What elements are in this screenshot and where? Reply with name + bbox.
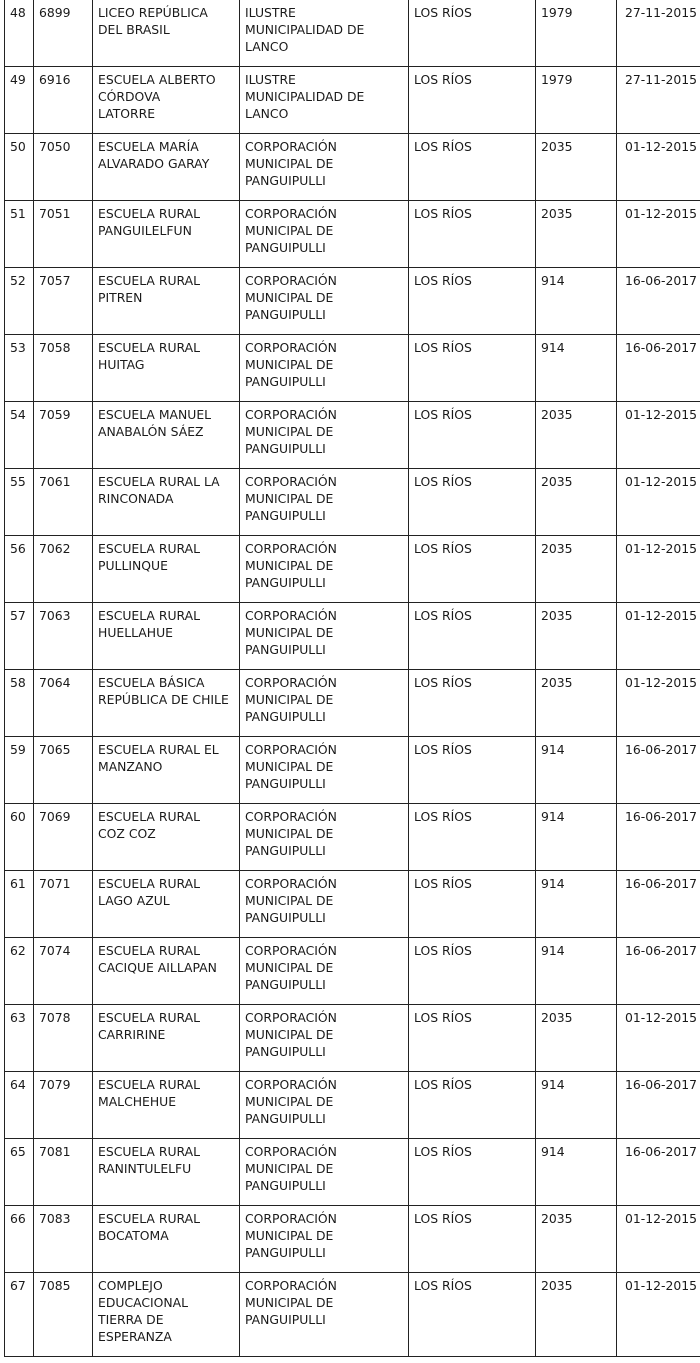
school-name-cell: ESCUELA RURAL PANGUILELFUN xyxy=(93,201,240,268)
school-name-cell: ESCUELA RURAL LA RINCONADA xyxy=(93,469,240,536)
sostenedor-cell: CORPORACIÓN MUNICIPAL DE PANGUIPULLI xyxy=(240,603,409,670)
resolution-number-cell: 2035 xyxy=(536,1005,617,1072)
resolution-number-cell: 914 xyxy=(536,268,617,335)
rbd-cell: 7069 xyxy=(34,804,93,871)
region-cell: LOS RÍOS xyxy=(409,402,536,469)
sostenedor-cell: CORPORACIÓN MUNICIPAL DE PANGUIPULLI xyxy=(240,1273,409,1357)
region-cell: LOS RÍOS xyxy=(409,1273,536,1357)
row-number-cell: 50 xyxy=(5,134,34,201)
date-cell: 01-12-2015 xyxy=(617,603,700,670)
school-name-cell: ESCUELA RURAL LAGO AZUL xyxy=(93,871,240,938)
table-row xyxy=(5,871,700,938)
table-row xyxy=(5,938,700,1005)
sostenedor-cell: CORPORACIÓN MUNICIPAL DE PANGUIPULLI xyxy=(240,804,409,871)
region-cell: LOS RÍOS xyxy=(409,737,536,804)
date-cell: 16-06-2017 xyxy=(617,871,700,938)
table-row xyxy=(5,201,700,268)
sostenedor-cell: CORPORACIÓN MUNICIPAL DE PANGUIPULLI xyxy=(240,670,409,737)
region-cell: LOS RÍOS xyxy=(409,871,536,938)
resolution-number-cell: 2035 xyxy=(536,603,617,670)
row-number-cell: 61 xyxy=(5,871,34,938)
resolution-number-cell: 1979 xyxy=(536,0,617,67)
table-row xyxy=(5,1072,700,1139)
table-row xyxy=(5,1005,700,1072)
school-name-cell: ESCUELA MANUEL ANABALÓN SÁEZ xyxy=(93,402,240,469)
region-cell: LOS RÍOS xyxy=(409,938,536,1005)
rbd-cell: 7063 xyxy=(34,603,93,670)
sostenedor-cell: CORPORACIÓN MUNICIPAL DE PANGUIPULLI xyxy=(240,201,409,268)
row-number-cell: 51 xyxy=(5,201,34,268)
resolution-number-cell: 1979 xyxy=(536,67,617,134)
row-number-cell: 60 xyxy=(5,804,34,871)
table-row xyxy=(5,1273,700,1357)
resolution-number-cell: 2035 xyxy=(536,1273,617,1357)
date-cell: 01-12-2015 xyxy=(617,536,700,603)
sostenedor-cell: CORPORACIÓN MUNICIPAL DE PANGUIPULLI xyxy=(240,1005,409,1072)
sostenedor-cell: CORPORACIÓN MUNICIPAL DE PANGUIPULLI xyxy=(240,335,409,402)
rbd-cell: 7050 xyxy=(34,134,93,201)
resolution-number-cell: 2035 xyxy=(536,134,617,201)
region-cell: LOS RÍOS xyxy=(409,0,536,67)
resolution-number-cell: 2035 xyxy=(536,469,617,536)
rbd-cell: 7081 xyxy=(34,1139,93,1206)
rbd-cell: 7085 xyxy=(34,1273,93,1357)
school-name-cell: ESCUELA RURAL BOCATOMA xyxy=(93,1206,240,1273)
rbd-cell: 7061 xyxy=(34,469,93,536)
row-number-cell: 65 xyxy=(5,1139,34,1206)
table-row xyxy=(5,134,700,201)
rbd-cell: 7074 xyxy=(34,938,93,1005)
resolution-number-cell: 2035 xyxy=(536,670,617,737)
school-name-cell: ESCUELA RURAL HUELLAHUE xyxy=(93,603,240,670)
region-cell: LOS RÍOS xyxy=(409,134,536,201)
row-number-cell: 62 xyxy=(5,938,34,1005)
sostenedor-cell: CORPORACIÓN MUNICIPAL DE PANGUIPULLI xyxy=(240,737,409,804)
date-cell: 16-06-2017 xyxy=(617,1139,700,1206)
table-row xyxy=(5,536,700,603)
sostenedor-cell: ILUSTRE MUNICIPALIDAD DE LANCO xyxy=(240,67,409,134)
row-number-cell: 49 xyxy=(5,67,34,134)
table-row xyxy=(5,603,700,670)
region-cell: LOS RÍOS xyxy=(409,670,536,737)
table-row xyxy=(5,670,700,737)
region-cell: LOS RÍOS xyxy=(409,1072,536,1139)
row-number-cell: 55 xyxy=(5,469,34,536)
row-number-cell: 64 xyxy=(5,1072,34,1139)
region-cell: LOS RÍOS xyxy=(409,1005,536,1072)
date-cell: 16-06-2017 xyxy=(617,737,700,804)
date-cell: 01-12-2015 xyxy=(617,469,700,536)
date-cell: 16-06-2017 xyxy=(617,335,700,402)
school-name-cell: ESCUELA ALBERTO CÓRDOVA LATORRE xyxy=(93,67,240,134)
resolution-number-cell: 2035 xyxy=(536,536,617,603)
resolution-number-cell: 914 xyxy=(536,737,617,804)
row-number-cell: 56 xyxy=(5,536,34,603)
sostenedor-cell: CORPORACIÓN MUNICIPAL DE PANGUIPULLI xyxy=(240,1072,409,1139)
table-row xyxy=(5,1206,700,1273)
row-number-cell: 66 xyxy=(5,1206,34,1273)
resolution-number-cell: 2035 xyxy=(536,201,617,268)
table-row xyxy=(5,335,700,402)
sostenedor-cell: ILUSTRE MUNICIPALIDAD DE LANCO xyxy=(240,0,409,67)
region-cell: LOS RÍOS xyxy=(409,603,536,670)
region-cell: LOS RÍOS xyxy=(409,268,536,335)
sostenedor-cell: CORPORACIÓN MUNICIPAL DE PANGUIPULLI xyxy=(240,469,409,536)
school-name-cell: ESCUELA RURAL PULLINQUE xyxy=(93,536,240,603)
date-cell: 16-06-2017 xyxy=(617,268,700,335)
school-name-cell: ESCUELA RURAL HUITAG xyxy=(93,335,240,402)
rbd-cell: 6916 xyxy=(34,67,93,134)
sostenedor-cell: CORPORACIÓN MUNICIPAL DE PANGUIPULLI xyxy=(240,871,409,938)
date-cell: 16-06-2017 xyxy=(617,938,700,1005)
row-number-cell: 67 xyxy=(5,1273,34,1357)
rbd-cell: 7079 xyxy=(34,1072,93,1139)
school-name-cell: ESCUELA MARÍA ALVARADO GARAY xyxy=(93,134,240,201)
rbd-cell: 7051 xyxy=(34,201,93,268)
resolution-number-cell: 2035 xyxy=(536,402,617,469)
school-name-cell: ESCUELA RURAL MALCHEHUE xyxy=(93,1072,240,1139)
table-row xyxy=(5,737,700,804)
row-number-cell: 54 xyxy=(5,402,34,469)
schools-table xyxy=(4,0,700,1357)
school-name-cell: ESCUELA RURAL EL MANZANO xyxy=(93,737,240,804)
row-number-cell: 59 xyxy=(5,737,34,804)
resolution-number-cell: 914 xyxy=(536,804,617,871)
sostenedor-cell: CORPORACIÓN MUNICIPAL DE PANGUIPULLI xyxy=(240,1139,409,1206)
date-cell: 01-12-2015 xyxy=(617,201,700,268)
date-cell: 01-12-2015 xyxy=(617,402,700,469)
sostenedor-cell: CORPORACIÓN MUNICIPAL DE PANGUIPULLI xyxy=(240,134,409,201)
row-number-cell: 53 xyxy=(5,335,34,402)
rbd-cell: 7083 xyxy=(34,1206,93,1273)
date-cell: 01-12-2015 xyxy=(617,134,700,201)
resolution-number-cell: 914 xyxy=(536,1072,617,1139)
rbd-cell: 7059 xyxy=(34,402,93,469)
region-cell: LOS RÍOS xyxy=(409,1139,536,1206)
table-row xyxy=(5,804,700,871)
date-cell: 01-12-2015 xyxy=(617,1005,700,1072)
region-cell: LOS RÍOS xyxy=(409,1206,536,1273)
school-name-cell: LICEO REPÚBLICA DEL BRASIL xyxy=(93,0,240,67)
region-cell: LOS RÍOS xyxy=(409,536,536,603)
rbd-cell: 7057 xyxy=(34,268,93,335)
rbd-cell: 6899 xyxy=(34,0,93,67)
table-row xyxy=(5,0,700,67)
school-name-cell: COMPLEJO EDUCACIONAL TIERRA DE ESPERANZA xyxy=(93,1273,240,1357)
date-cell: 16-06-2017 xyxy=(617,1072,700,1139)
table-row xyxy=(5,402,700,469)
date-cell: 01-12-2015 xyxy=(617,1206,700,1273)
school-name-cell: ESCUELA RURAL RANINTULELFU xyxy=(93,1139,240,1206)
row-number-cell: 63 xyxy=(5,1005,34,1072)
rbd-cell: 7058 xyxy=(34,335,93,402)
row-number-cell: 58 xyxy=(5,670,34,737)
sostenedor-cell: CORPORACIÓN MUNICIPAL DE PANGUIPULLI xyxy=(240,402,409,469)
school-name-cell: ESCUELA BÁSICA REPÚBLICA DE CHILE xyxy=(93,670,240,737)
sostenedor-cell: CORPORACIÓN MUNICIPAL DE PANGUIPULLI xyxy=(240,938,409,1005)
resolution-number-cell: 914 xyxy=(536,335,617,402)
school-name-cell: ESCUELA RURAL COZ COZ xyxy=(93,804,240,871)
resolution-number-cell: 914 xyxy=(536,1139,617,1206)
school-name-cell: ESCUELA RURAL PITREN xyxy=(93,268,240,335)
rbd-cell: 7064 xyxy=(34,670,93,737)
region-cell: LOS RÍOS xyxy=(409,201,536,268)
date-cell: 27-11-2015 xyxy=(617,0,700,67)
region-cell: LOS RÍOS xyxy=(409,804,536,871)
table-row xyxy=(5,469,700,536)
rbd-cell: 7065 xyxy=(34,737,93,804)
region-cell: LOS RÍOS xyxy=(409,469,536,536)
resolution-number-cell: 914 xyxy=(536,938,617,1005)
rbd-cell: 7062 xyxy=(34,536,93,603)
table-body xyxy=(5,0,700,1357)
sostenedor-cell: CORPORACIÓN MUNICIPAL DE PANGUIPULLI xyxy=(240,268,409,335)
resolution-number-cell: 2035 xyxy=(536,1206,617,1273)
table-row xyxy=(5,268,700,335)
row-number-cell: 52 xyxy=(5,268,34,335)
rbd-cell: 7071 xyxy=(34,871,93,938)
table-row xyxy=(5,1139,700,1206)
region-cell: LOS RÍOS xyxy=(409,335,536,402)
region-cell: LOS RÍOS xyxy=(409,67,536,134)
school-name-cell: ESCUELA RURAL CARRIRINE xyxy=(93,1005,240,1072)
sostenedor-cell: CORPORACIÓN MUNICIPAL DE PANGUIPULLI xyxy=(240,536,409,603)
row-number-cell: 57 xyxy=(5,603,34,670)
resolution-number-cell: 914 xyxy=(536,871,617,938)
table-row xyxy=(5,67,700,134)
sostenedor-cell: CORPORACIÓN MUNICIPAL DE PANGUIPULLI xyxy=(240,1206,409,1273)
date-cell: 16-06-2017 xyxy=(617,804,700,871)
rbd-cell: 7078 xyxy=(34,1005,93,1072)
date-cell: 01-12-2015 xyxy=(617,670,700,737)
school-name-cell: ESCUELA RURAL CACIQUE AILLAPAN xyxy=(93,938,240,1005)
date-cell: 27-11-2015 xyxy=(617,67,700,134)
row-number-cell: 48 xyxy=(5,0,34,67)
date-cell: 01-12-2015 xyxy=(617,1273,700,1357)
